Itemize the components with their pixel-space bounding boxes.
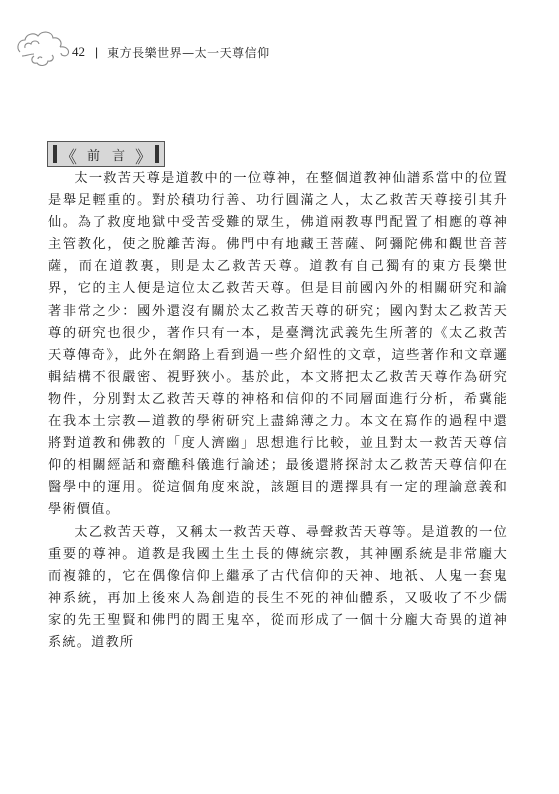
right-bracket: 》 — [135, 148, 152, 168]
header-separator: | — [95, 45, 99, 59]
paragraph: 太一救苦天尊是道教中的一位尊神，在整個道教神仙譜系當中的位置是舉足輕重的。對於積功行善、功行圓滿之人，太乙救苦天尊接引其升仙。為了救度地獄中受苦受難的眾生，佛道兩教專門配置了相應的尊神主管教化，使之脫離苦海。佛門中有地藏王菩薩、阿彌陀佛和觀世音菩薩，而在道教裏，則是太乙救苦天尊。道教有自己獨有的東方長樂世界，它的主人便是這位太乙救苦天尊。但是目前國內外的相關研究和論著非常之少：國外還沒有關於太乙救苦天尊的研究；國內對太乙救苦天尊的研究也很少，著作只有一本，是臺灣沈武義先生所著的《太乙救苦天尊傳奇》，此外在網路上看到過一些介紹性的文章，這些著作和文章邏輯結構不很嚴密、視野狹小。基於此，本文將把太乙救苦天尊作為研究物件，分別對太乙救苦天尊的神格和信仰的不同層面進行分析，希冀能在我本土宗教—道教的學術研究上盡綿薄之力。本文在寫作的過程中還將對道教和佛教的「度人濟幽」思想進行比較，並且對太一救苦天尊信仰的相關經話和齋醮科儀進行論述；最後還將探討太乙救苦天尊信仰在醫學中的運用。從這個角度來說，該題目的選擇具有一定的理論意義和學術價值。 — [48, 171, 508, 518]
running-header — [72, 42, 270, 62]
section-heading-box — [47, 141, 165, 167]
section-title: 前言 — [86, 148, 137, 164]
left-bracket: 《 — [60, 148, 77, 168]
cloud-ornament-icon — [14, 26, 74, 70]
running-title: 東方長樂世界—太一天尊信仰 — [107, 45, 270, 60]
heading-bar-left — [53, 145, 57, 163]
body-text — [48, 168, 508, 654]
paragraph: 太乙救苦天尊，又稱太一救苦天尊、尋聲救苦天尊等。是道教的一位重要的尊神。道教是我國土生土長的傳統宗教，其神團系統是非常龐大而複雜的，它在偶像信仰上繼承了古代信仰的天神、地祇、人鬼一套鬼神系統，再加上後來人為創造的長生不死的神仙體系，又吸收了不少儒家的先王聖賢和佛門的閻王鬼卒，從而形成了一個十分龐大奇異的道神系統。道教所 — [48, 524, 508, 650]
page-number: 42 — [72, 44, 85, 59]
heading-bar-right — [155, 145, 159, 163]
